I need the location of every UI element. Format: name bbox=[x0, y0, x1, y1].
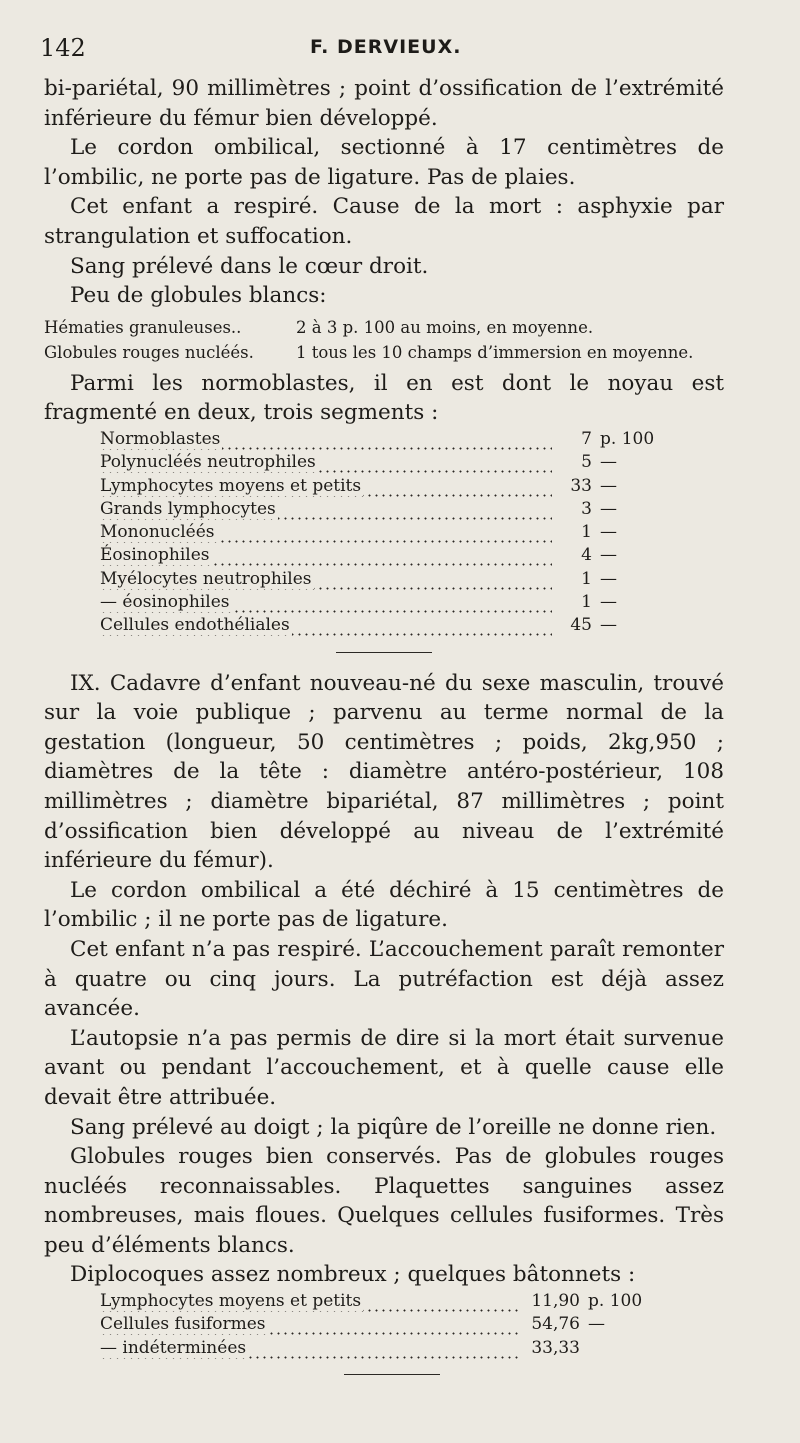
row-unit: — bbox=[600, 592, 617, 613]
paragraph: Cet enfant n’a pas respiré. L’accouchement paraît remonter à quatre ou cinq jours. La putréfaction est déjà assez avancée. bbox=[44, 936, 724, 1022]
cell-count-table-2 bbox=[100, 1290, 644, 1360]
page-body bbox=[44, 74, 724, 1391]
row-label: Mononucléés bbox=[100, 522, 215, 543]
row-label: Cellules fusiformes bbox=[100, 1314, 266, 1335]
row-label: — éosinophiles bbox=[100, 592, 230, 613]
row-unit: — bbox=[600, 452, 617, 473]
row-unit: — bbox=[600, 545, 617, 566]
row-unit: — bbox=[600, 498, 617, 519]
row-unit: — bbox=[600, 615, 617, 636]
row-label: Normoblastes bbox=[100, 428, 221, 449]
table-row bbox=[100, 451, 656, 474]
paragraph: L’autopsie n’a pas permis de dire si la mort était survenue avant ou pendant l’accouchement, et à quelle cause elle devait être attribuée. bbox=[44, 1025, 724, 1110]
row-value: 4 bbox=[581, 545, 592, 566]
row-unit: — bbox=[588, 1314, 605, 1335]
row-label: — indéterminées bbox=[100, 1337, 247, 1358]
table-row bbox=[100, 614, 656, 637]
table-row bbox=[100, 591, 656, 614]
row-value: 3 bbox=[581, 498, 592, 519]
row-unit: — bbox=[600, 568, 617, 589]
cell-count-table bbox=[100, 428, 656, 638]
row-value: 1 bbox=[581, 568, 592, 589]
row-value: 45 bbox=[570, 615, 592, 636]
table-row bbox=[100, 498, 656, 521]
section-separator bbox=[336, 652, 432, 653]
summary-value: 1 tous les 10 champs d’immersion en moyenne. bbox=[296, 342, 694, 362]
paragraph: Cet enfant a respiré. Cause de la mort : asphyxie par strangulation et suffocation. bbox=[44, 194, 724, 249]
page-header bbox=[40, 34, 740, 68]
row-unit: — bbox=[600, 522, 617, 543]
summary-label: Hématies granuleuses.. bbox=[44, 317, 242, 337]
row-value: 1 bbox=[581, 522, 592, 543]
table-row bbox=[100, 1290, 644, 1313]
blood-summary bbox=[44, 315, 724, 365]
row-label: Éosinophiles bbox=[100, 545, 210, 566]
row-value: 11,90 bbox=[531, 1291, 580, 1312]
row-label: Lymphocytes moyens et petits bbox=[100, 475, 362, 496]
table-row bbox=[100, 568, 656, 591]
row-unit bbox=[580, 1337, 644, 1360]
running-title: F. DERVIEUX. bbox=[310, 36, 462, 58]
page-number: 142 bbox=[40, 34, 86, 62]
row-label: Polynucléés neutrophiles bbox=[100, 452, 316, 473]
table-row bbox=[100, 428, 656, 451]
paragraph: Sang prélevé au doigt ; la piqûre de l’oreille ne donne rien. bbox=[70, 1114, 717, 1140]
paragraph: Sang prélevé dans le cœur droit. bbox=[70, 253, 429, 279]
section-separator bbox=[344, 1374, 440, 1375]
table-row bbox=[100, 544, 656, 567]
paragraph: IX. Cadavre d’enfant nouveau-né du sexe masculin, trouvé sur la voie publique ; parvenu au terme normal de la gestation (longueur, 50 centimètres ; poids, 2kg,950 ; diamètres de la tête : diamètre antéro-postérieur, 108 millimètres ; diamètre bipariétal, 87 millimètres ; point d’ossification bien développé au niveau de l’extrémité inférieure du fémur). bbox=[44, 670, 724, 874]
summary-value: 2 à 3 p. 100 au moins, en moyenne. bbox=[296, 317, 594, 337]
paragraph: Parmi les normoblastes, il en est dont le noyau est fragmenté en deux, trois segments : bbox=[44, 370, 724, 426]
paragraph: Le cordon ombilical a été déchiré à 15 centimètres de l’ombilic ; il ne porte pas de ligature. bbox=[44, 877, 724, 933]
row-value: 33 bbox=[570, 475, 592, 496]
row-label: Grands lymphocytes bbox=[100, 498, 276, 519]
paragraph: bi-pariétal, 90 millimètres ; point d’ossification de l’extrémité inférieure du fémur bien développé. bbox=[44, 76, 724, 131]
summary-label: Globules rouges nucléés. bbox=[44, 342, 254, 362]
paragraph: Le cordon ombilical, sectionné à 17 centimètres de l’ombilic, ne porte pas de ligature. Pas de plaies. bbox=[44, 135, 724, 190]
row-unit: p. 100 bbox=[600, 428, 655, 449]
row-value: 33,33 bbox=[531, 1337, 580, 1358]
row-label: Myélocytes neutrophiles bbox=[100, 568, 312, 589]
row-value: 1 bbox=[581, 592, 592, 613]
row-value: 5 bbox=[581, 452, 592, 473]
paragraph: Globules rouges bien conservés. Pas de globules rouges nucléés reconnaissables. Plaquettes sanguines assez nombreuses, mais floues. Quelques cellules fusiformes. Très peu d’éléments blancs. bbox=[44, 1144, 724, 1258]
paragraph: Peu de globules blancs: bbox=[70, 283, 327, 309]
row-unit: p. 100 bbox=[588, 1291, 643, 1312]
table-row bbox=[100, 521, 656, 544]
summary-row bbox=[44, 315, 724, 340]
row-value: 7 bbox=[581, 428, 592, 449]
table-row bbox=[100, 475, 656, 498]
row-value: 54,76 bbox=[531, 1314, 580, 1335]
summary-row bbox=[44, 340, 724, 365]
table-row bbox=[100, 1313, 644, 1336]
row-label: Cellules endothéliales bbox=[100, 615, 290, 636]
row-unit: — bbox=[600, 475, 617, 496]
paragraph: Diplocoques assez nombreux ; quelques bâtonnets : bbox=[70, 1262, 636, 1288]
table-row bbox=[100, 1337, 644, 1360]
row-label: Lymphocytes moyens et petits bbox=[100, 1291, 362, 1312]
